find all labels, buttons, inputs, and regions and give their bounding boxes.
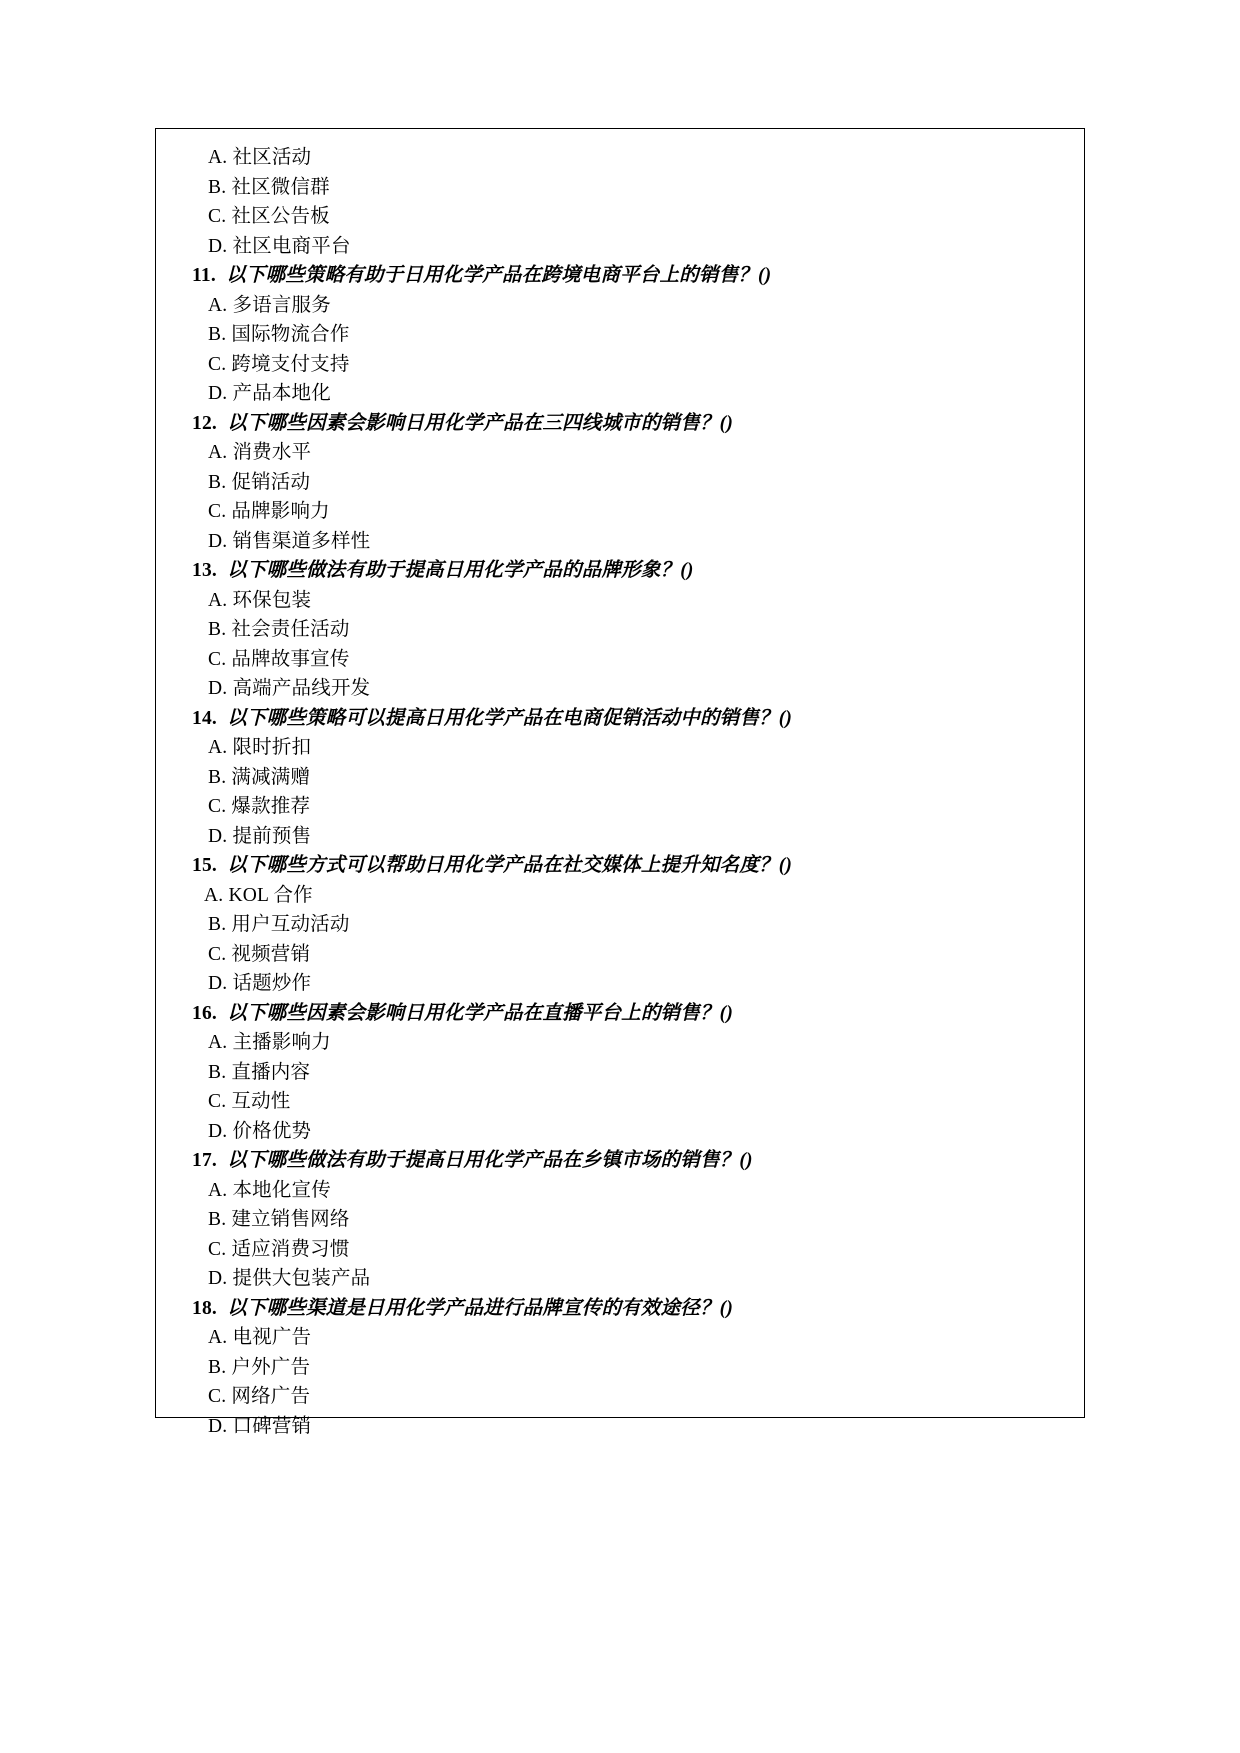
option-text: 社会责任活动 [231,619,350,640]
option-line [192,940,1054,970]
option-line [192,674,1054,704]
option-text: 社区活动 [232,147,312,168]
question-text: 以下哪些做法有助于提高日用化学产品的品牌形象？() [227,560,694,581]
question-text: 以下哪些做法有助于提高日用化学产品在乡镇市场的销售？() [227,1150,753,1171]
option-text: 直播内容 [231,1061,311,1083]
option-letter: A. [208,147,228,168]
option-line [192,1382,1054,1412]
option-line [192,645,1054,675]
option-line [192,792,1054,822]
option-text: 提供大包装产品 [232,1268,371,1289]
option-line [192,173,1054,203]
option-text: 多语言服务 [232,294,331,316]
option-line [192,468,1054,498]
option-text: 环保包装 [232,589,312,611]
option-text: 高端产品线开发 [232,678,371,699]
option-letter: D. [208,973,228,994]
option-line [192,1028,1054,1058]
question-line [192,261,1054,291]
option-letter: C. [208,1386,227,1407]
option-text: 社区公告板 [231,206,330,227]
option-letter: B. [208,471,227,493]
option-text: 社区微信群 [231,176,330,198]
option-line [192,1235,1054,1265]
option-line [192,527,1054,557]
question-number: 15. [192,855,217,876]
question-line [192,999,1054,1029]
question-number: 14. [192,707,217,729]
option-text: 网络广告 [231,1386,311,1407]
option-line [192,733,1054,763]
question-line [192,1146,1054,1176]
option-line [192,822,1054,852]
option-letter: D. [208,1415,228,1437]
question-number: 17. [192,1150,217,1171]
option-text: 口碑营销 [232,1415,312,1437]
question-line [192,704,1054,734]
option-letter: A. [208,1179,228,1201]
question-number: 11. [192,265,216,286]
option-text: 提前预售 [232,825,312,847]
option-text: 户外广告 [231,1356,311,1378]
question-number: 13. [192,560,217,581]
question-text: 以下哪些渠道是日用化学产品进行品牌宣传的有效途径？() [227,1297,734,1319]
option-letter: D. [208,383,228,404]
option-letter: C. [208,353,227,375]
option-line [192,320,1054,350]
question-number: 16. [192,1002,217,1024]
exam-content-frame [155,128,1085,1437]
option-text: 建立销售网络 [231,1209,350,1230]
option-letter: A. [208,589,228,611]
option-letter: B. [208,1209,227,1230]
option-letter: D. [208,1120,228,1142]
option-letter: C. [208,943,227,965]
option-letter: A. [204,884,224,906]
option-text: 视频营销 [231,943,311,965]
option-text: 满减满赠 [231,766,311,788]
option-line [192,497,1054,527]
question-text: 以下哪些因素会影响日用化学产品在三四线城市的销售？() [227,412,734,434]
option-letter: D. [208,825,228,847]
option-line [192,910,1054,940]
option-letter: B. [208,1061,227,1083]
option-letter: D. [208,530,228,552]
option-line [192,291,1054,321]
question-text: 以下哪些方式可以帮助日用化学产品在社交媒体上提升知名度？() [227,855,793,876]
option-text: 适应消费习惯 [231,1238,350,1260]
question-line [192,1294,1054,1324]
option-text: 主播影响力 [232,1032,331,1053]
option-letter: D. [208,235,228,257]
option-text: 限时折扣 [232,737,312,758]
option-line [192,379,1054,409]
option-text: 本地化宣传 [232,1179,331,1201]
option-letter: B. [208,1356,227,1378]
option-letter: A. [208,1032,228,1053]
option-letter: A. [208,442,228,463]
option-text: 销售渠道多样性 [232,530,371,552]
option-letter: B. [208,766,227,788]
option-letter: D. [208,1268,228,1289]
question-line [192,556,1054,586]
option-letter: C. [208,206,227,227]
option-line [192,1176,1054,1206]
option-text: 产品本地化 [232,383,331,404]
option-text: 品牌影响力 [231,501,330,522]
option-line [192,438,1054,468]
option-text: 国际物流合作 [231,324,350,345]
option-line [192,1264,1054,1294]
option-line [192,969,1054,999]
option-text: 品牌故事宣传 [231,648,350,670]
option-line [192,350,1054,380]
question-text: 以下哪些策略可以提高日用化学产品在电商促销活动中的销售？() [227,707,793,729]
option-text: 用户互动活动 [231,914,350,935]
option-letter: B. [208,914,227,935]
option-letter: C. [208,648,227,670]
option-line [192,1323,1054,1353]
option-text: 爆款推荐 [231,796,311,817]
question-number: 12. [192,412,217,434]
option-line [192,143,1054,173]
option-line [192,1117,1054,1147]
option-letter: C. [208,501,227,522]
option-letter: C. [208,1238,227,1260]
option-letter: B. [208,324,227,345]
option-line [192,615,1054,645]
option-line [192,1058,1054,1088]
option-text: 促销活动 [231,471,311,493]
option-text: 跨境支付支持 [231,353,350,375]
option-letter: A. [208,294,228,316]
option-line [192,202,1054,232]
option-line [192,232,1054,262]
option-text: 互动性 [231,1091,291,1112]
option-text: KOL 合作 [228,884,313,906]
option-text: 消费水平 [232,442,312,463]
option-letter: A. [208,1327,228,1348]
option-letter: A. [208,737,228,758]
question-text: 以下哪些策略有助于日用化学产品在跨境电商平台上的销售？() [226,265,772,286]
option-line [192,586,1054,616]
option-line [192,881,1054,911]
question-text: 以下哪些因素会影响日用化学产品在直播平台上的销售？() [227,1002,734,1024]
question-number: 18. [192,1297,217,1319]
option-text: 电视广告 [232,1327,312,1348]
option-line [192,763,1054,793]
question-line [192,851,1054,881]
option-line [192,1205,1054,1235]
option-line [192,1412,1054,1442]
option-letter: C. [208,1091,227,1112]
option-letter: C. [208,796,227,817]
option-letter: B. [208,619,227,640]
option-text: 话题炒作 [232,973,312,994]
option-letter: B. [208,176,227,198]
option-text: 社区电商平台 [232,235,351,257]
option-letter: D. [208,678,228,699]
question-line [192,409,1054,439]
option-text: 价格优势 [232,1120,312,1142]
option-line [192,1353,1054,1383]
option-line [192,1087,1054,1117]
